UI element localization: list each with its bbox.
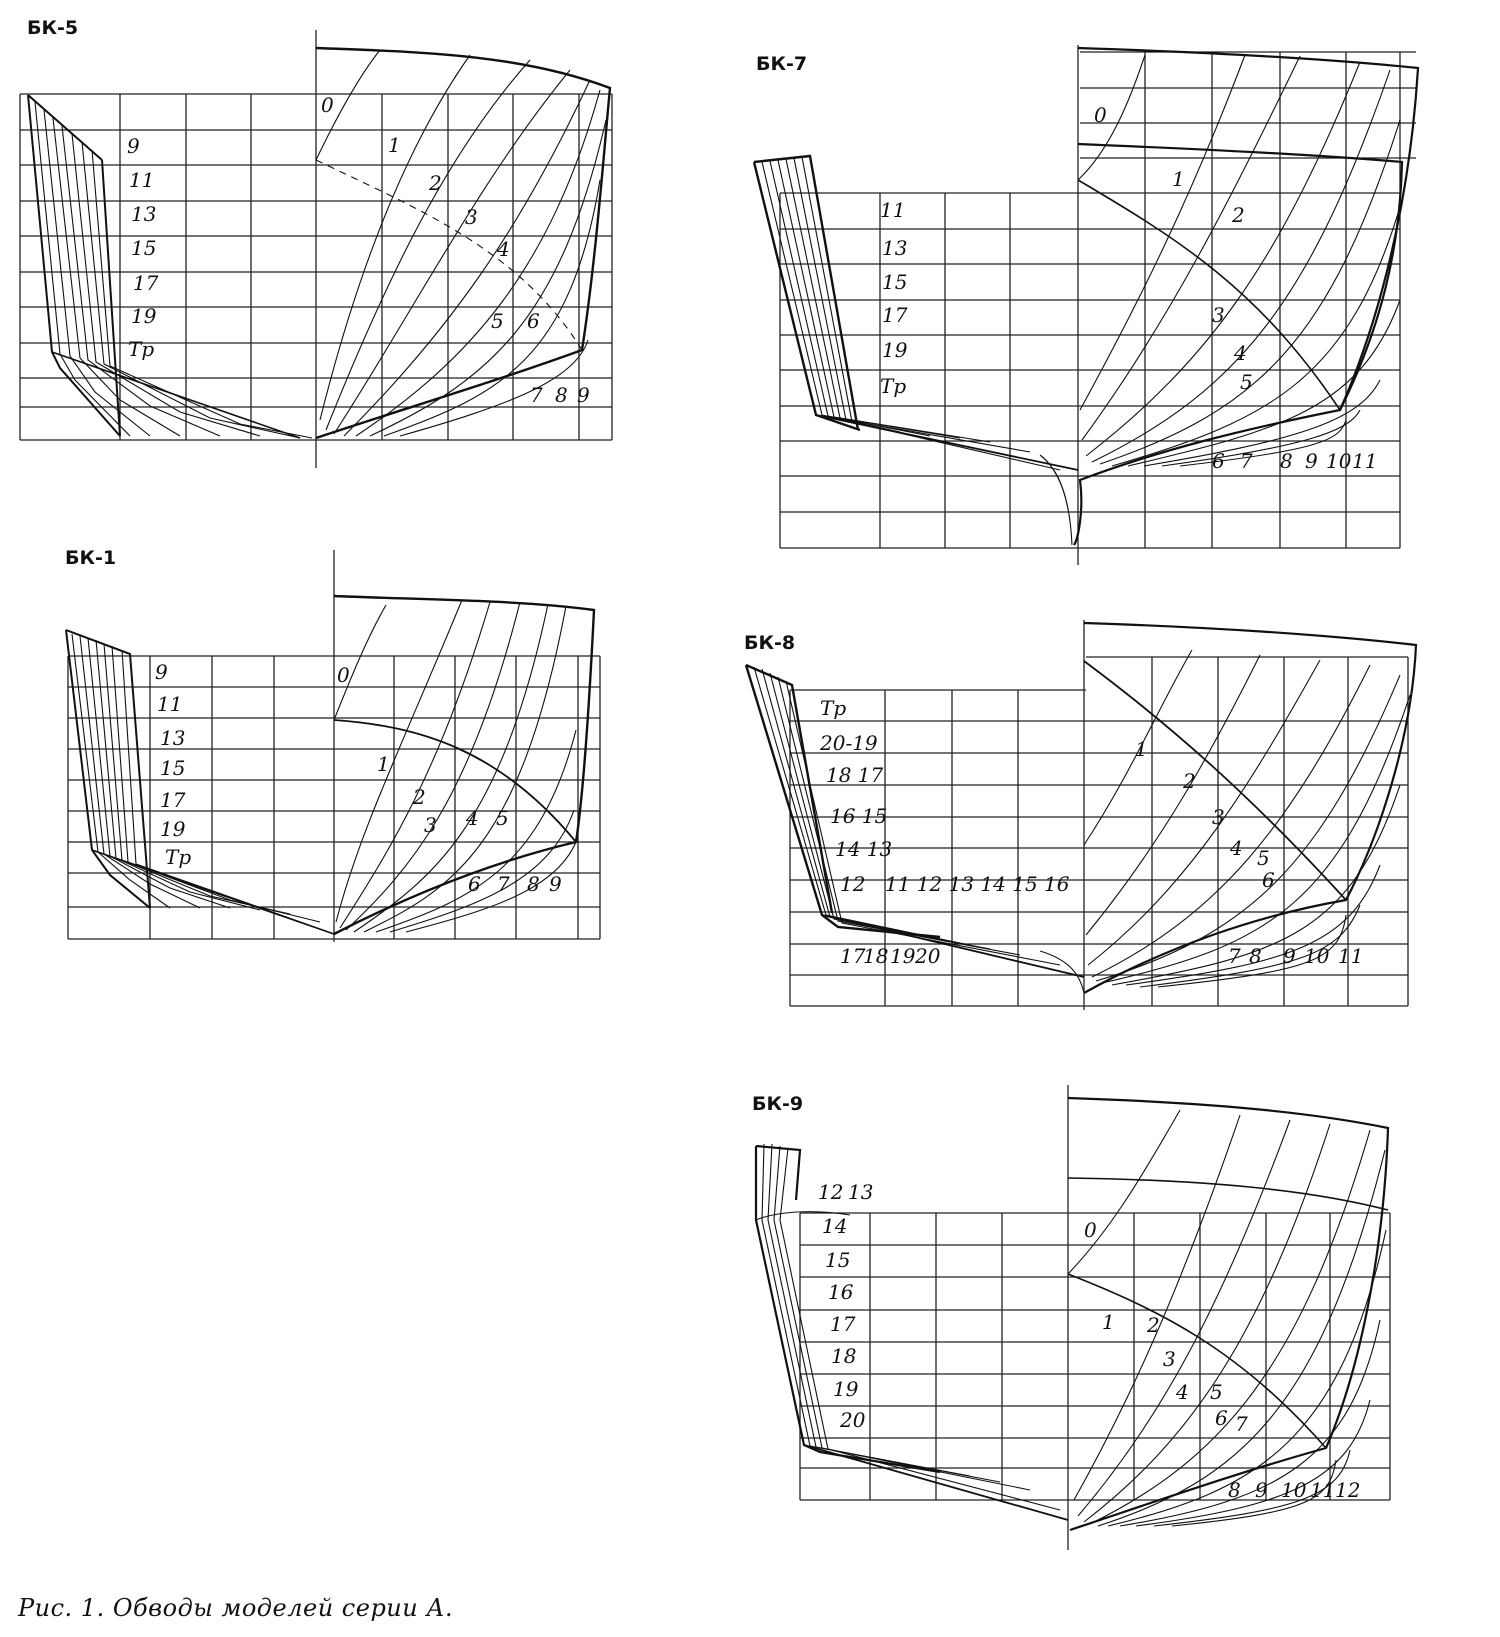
frame-label: 20 xyxy=(915,944,941,968)
frame-label: 8 xyxy=(555,383,568,407)
bow-labels xyxy=(1084,1218,1360,1502)
frame-label: 8 xyxy=(1249,944,1262,968)
frame-label: 17 xyxy=(830,1312,856,1336)
frame-label: Тр xyxy=(128,337,155,361)
frame-label: 5 xyxy=(491,309,504,333)
bow-frames xyxy=(1084,623,1416,993)
frame-label: 5 xyxy=(496,806,509,830)
frame-label: 13 xyxy=(131,202,157,226)
frame-label: 12 xyxy=(1335,1478,1361,1502)
stern-frames xyxy=(754,156,1078,545)
frame-label: 10 xyxy=(1281,1478,1307,1502)
stern-labels xyxy=(819,696,1070,968)
frame-label: 19 xyxy=(890,944,916,968)
stern-labels xyxy=(880,198,908,398)
panel-bk7 xyxy=(740,0,1500,590)
frame-label: 5 xyxy=(1257,846,1270,870)
stern-frames xyxy=(28,95,312,438)
frame-label: 19 xyxy=(833,1377,859,1401)
frame-label: 15 xyxy=(825,1248,851,1272)
frame-label: 13 xyxy=(882,236,908,260)
frame-label: 16 15 xyxy=(830,804,888,828)
frame-label: 9 xyxy=(1255,1478,1268,1502)
frame-label: 19 xyxy=(131,304,157,328)
frame-label: 2 xyxy=(413,785,426,809)
frame-label: 6 xyxy=(1212,449,1225,473)
frame-label: 4 xyxy=(1234,341,1247,365)
frame-label: 6 xyxy=(468,872,481,896)
frame-label: 4 xyxy=(466,806,479,830)
frame-label: 11 xyxy=(1338,944,1364,968)
frame-label: 15 xyxy=(131,236,157,260)
frame-label: 3 xyxy=(1163,1347,1176,1371)
frame-label: 7 xyxy=(1228,944,1241,968)
frame-label: 4 xyxy=(497,237,510,261)
frame-label: 17 xyxy=(133,271,159,295)
frame-label: 5 xyxy=(1240,370,1253,394)
frame-label: 11 12 13 14 15 16 xyxy=(885,872,1070,896)
panel-bk9 xyxy=(740,1080,1500,1590)
frame-label: Тр xyxy=(880,374,907,398)
frame-label: 20 xyxy=(840,1408,866,1432)
frame-label: 9 xyxy=(1283,944,1296,968)
frame-label: 18 xyxy=(831,1344,857,1368)
frame-label: 1 xyxy=(1102,1310,1115,1334)
frame-label: 16 xyxy=(828,1280,854,1304)
frame-label: 9 xyxy=(127,134,140,158)
frame-label: 2 xyxy=(1183,769,1196,793)
bow-frames xyxy=(1068,1098,1388,1530)
frame-label: 8 xyxy=(1280,449,1293,473)
frame-label: 0 xyxy=(1094,103,1107,127)
frame-label: 9 xyxy=(155,660,168,684)
frame-label: 3 xyxy=(1212,805,1225,829)
frame-label: 15 xyxy=(160,756,186,780)
frame-label: 10 xyxy=(1304,944,1330,968)
frame-label: 8 xyxy=(527,872,540,896)
frame-label: 13 xyxy=(160,726,186,750)
frame-label: 4 xyxy=(1230,836,1243,860)
stern-labels xyxy=(818,1180,873,1432)
frame-label: 1 xyxy=(388,133,401,157)
frame-label: 18 17 xyxy=(826,763,884,787)
panel-bk8 xyxy=(740,615,1500,1035)
panel-bk5 xyxy=(0,0,650,490)
panel-title: БК-7 xyxy=(756,53,808,75)
frame-label: 6 xyxy=(1262,868,1275,892)
frame-label: 17 xyxy=(160,788,186,812)
frame-label: 11 xyxy=(129,168,155,192)
frame-label: 2 xyxy=(1147,1313,1160,1337)
frame-label: 17 xyxy=(882,303,908,327)
frame-label: 14 13 xyxy=(835,837,893,861)
stern-labels xyxy=(155,660,191,869)
frame-label: 10 xyxy=(1326,449,1352,473)
frame-label: 17 xyxy=(840,944,866,968)
frame-label: 14 xyxy=(822,1214,848,1238)
frame-label: 1 xyxy=(1135,737,1148,761)
frame-label: 6 xyxy=(527,309,540,333)
frame-label: 0 xyxy=(321,93,334,117)
panel-title: БК-9 xyxy=(752,1093,804,1115)
frame-label: 19 xyxy=(882,338,908,362)
frame-label: 7 xyxy=(497,872,510,896)
panel-title: БК-5 xyxy=(27,17,79,39)
frame-label: 3 xyxy=(465,205,478,229)
frame-label: 0 xyxy=(1084,1218,1097,1242)
frame-label: 7 xyxy=(1240,449,1253,473)
frame-label: 4 xyxy=(1176,1380,1189,1404)
frame-label: 5 xyxy=(1210,1380,1223,1404)
frame-label: 11 xyxy=(1352,449,1378,473)
frame-label: 13 xyxy=(848,1180,874,1204)
frame-label: Тр xyxy=(820,696,847,720)
frame-label: 8 xyxy=(1228,1478,1241,1502)
frame-label: 18 xyxy=(863,944,889,968)
figure-caption: Рис. 1. Обводы моделей серии А. xyxy=(18,1594,454,1622)
frame-label: 20-19 xyxy=(820,731,878,755)
stern-frames xyxy=(756,1144,1068,1520)
frame-label: 0 xyxy=(337,663,350,687)
frame-label: 2 xyxy=(429,171,442,195)
panel-bk1 xyxy=(0,530,650,970)
frame-label: 3 xyxy=(424,813,437,837)
frame-label: 6 xyxy=(1215,1406,1228,1430)
stern-frames xyxy=(66,630,334,934)
stern-labels xyxy=(127,134,159,361)
frame-label: 1 xyxy=(1172,167,1185,191)
frame-label: 9 xyxy=(549,872,562,896)
bow-frames xyxy=(316,48,610,438)
frame-label: 19 xyxy=(160,817,186,841)
frame-label: 12 xyxy=(818,1180,844,1204)
frame-label: 11 xyxy=(157,692,183,716)
frame-label: 11 xyxy=(880,198,906,222)
frame-label: 9 xyxy=(1305,449,1318,473)
frame-label: 3 xyxy=(1212,303,1225,327)
frame-label: 11 xyxy=(1310,1478,1336,1502)
panel-title: БК-1 xyxy=(65,547,117,569)
frame-label: 12 xyxy=(840,872,866,896)
frame-label: 15 xyxy=(882,270,908,294)
frame-label: 1 xyxy=(377,752,390,776)
frame-label: 9 xyxy=(577,383,590,407)
frame-label: 7 xyxy=(530,383,543,407)
frame-label: 7 xyxy=(1235,1412,1248,1436)
frame-label: 2 xyxy=(1232,203,1245,227)
panel-title: БК-8 xyxy=(744,632,796,654)
bow-labels xyxy=(321,93,590,407)
frame-label: Тр xyxy=(165,845,192,869)
